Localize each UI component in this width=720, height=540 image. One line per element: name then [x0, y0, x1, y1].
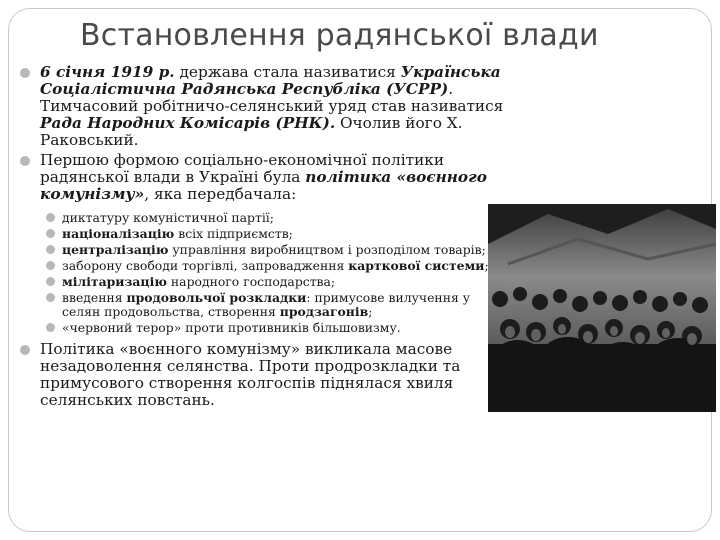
text-run: Політика «воєнного комунізму» викликала масове незадоволення селянства. Проти продрозкладки та примусового створення колгоспів піднялася хвиля селянських повстань.: [40, 340, 461, 409]
main-bullet-list: [16, 64, 512, 203]
sub-bullet-item: [16, 227, 512, 241]
bullet-dot-icon: [20, 68, 30, 78]
text-run: Рада Народних Комісарів (РНК).: [40, 114, 336, 132]
sub-bullet-item: [16, 259, 512, 273]
text-run: . Тимчасовий робітничо-селянський уряд став називатися: [40, 80, 504, 115]
sub-bullet-item: [16, 211, 512, 225]
text-run: централізацію: [62, 242, 169, 257]
sub-bullet-dot-icon: [46, 261, 55, 270]
sub-bullet-item: [16, 243, 512, 257]
sub-bullet-dot-icon: [46, 277, 55, 286]
policy-sub-list: [16, 211, 512, 335]
sub-bullet-item: [16, 321, 512, 335]
text-run: диктатуру комуністичної партії;: [62, 210, 274, 225]
text-run: Українська Соціалістична Радянська Республіка (УСРР): [40, 63, 501, 98]
bullet-item: [16, 152, 512, 203]
text-run: народного господарства;: [166, 274, 336, 289]
text-run: націоналізацію: [62, 226, 175, 241]
text-run: продовольчої розкладки: [126, 290, 307, 305]
slide-content: [16, 64, 512, 412]
text-run: ;: [368, 304, 373, 319]
text-run: введення: [62, 290, 127, 305]
text-run: управління виробництвом і розподілом товарів;: [168, 242, 486, 257]
closing-bullet: [16, 341, 512, 409]
text-run: політика «воєнного комунізму»: [40, 168, 487, 203]
text-run: заборону свободи торгівлі, запровадження: [62, 258, 349, 273]
text-run: всіх підприємств;: [174, 226, 293, 241]
text-run: карткової системи: [348, 258, 485, 273]
historical-photo: [488, 204, 716, 412]
sub-bullet-item: [16, 275, 512, 289]
text-run: , яка передбачала:: [144, 185, 297, 203]
sub-bullet-dot-icon: [46, 293, 55, 302]
text-run: держава стала називатися: [174, 63, 401, 81]
text-run: Першою формою соціально-економічної політики радянської влади в Україні була: [40, 151, 445, 186]
slide-title: Встановлення радянської влади: [80, 18, 599, 53]
text-run: мілітаризацію: [62, 274, 167, 289]
sub-bullet-dot-icon: [46, 213, 55, 222]
text-run: 6 січня 1919 р.: [40, 63, 175, 81]
text-run: продзагонів: [279, 304, 369, 319]
sub-bullet-item: [16, 291, 512, 319]
text-run: «червоний терор» проти противників більшовизму.: [62, 320, 401, 335]
sub-bullet-dot-icon: [46, 229, 55, 238]
text-run: : примусове вилучення у селян продовольства, створення: [62, 290, 470, 319]
bullet-item: [16, 64, 512, 149]
text-run: ;: [484, 258, 489, 273]
bullet-dot-icon: [20, 156, 30, 166]
crowd-photo-illustration: [488, 204, 716, 412]
bullet-dot-icon: [20, 345, 30, 355]
sub-bullet-dot-icon: [46, 323, 55, 332]
bullet-item: [16, 341, 512, 409]
sub-bullet-dot-icon: [46, 245, 55, 254]
text-run: Очолив його Х. Раковський.: [40, 114, 463, 149]
